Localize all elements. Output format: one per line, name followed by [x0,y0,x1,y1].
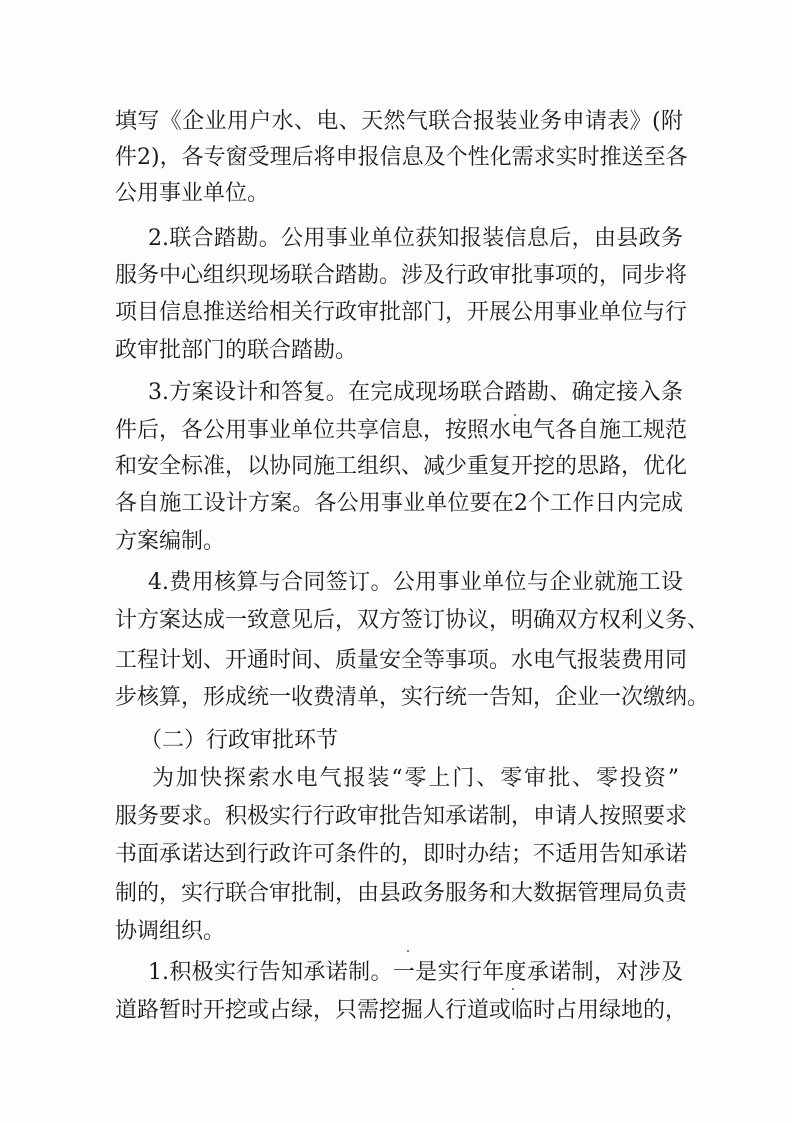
paragraph-heading-line: 1.积极实行告知承诺制。一是实行年度承诺制，对涉及 [148,960,683,985]
scan-speck [407,950,409,952]
text-line: 政审批部门的联合踏勘。 [115,338,358,363]
text-line: 工程计划、开通时间、质量安全等事项。水电气报装费用同 [115,648,688,673]
paragraph-heading-line: 3.方案设计和答复。在完成现场联合踏勘、确定接入条 [148,380,683,405]
text-line: 件后，各公用事业单位共享信息，按照水电气各自施工规范 [115,418,688,443]
text-line: 件2)，各专窗受理后将申报信息及个性化需求实时推送至各 [115,145,688,170]
text-line: 服务中心组织现场联合踏勘。涉及行政审批事项的，同步将 [115,263,688,288]
paragraph-heading-line: 4.费用核算与合同签订。公用事业单位与企业就施工设 [148,570,683,595]
text-line: 为加快探索水电气报装“零上门、零审批、零投资” [152,766,679,791]
text-line: 公用事业单位。 [115,181,270,206]
section-heading: （二）行政审批环节 [140,728,339,753]
text-line: 方案编制。 [115,529,226,554]
text-line: 制的，实行联合审批制，由县政务服务和大数据管理局负责 [115,881,688,906]
text-line: 服务要求。积极实行行政审批告知承诺制，申请人按照要求 [115,804,688,829]
text-line: 道路暂时开挖或占绿，只需挖掘人行道或临时占用绿地的， [115,998,688,1023]
text-line: 项目信息推送给相关行政审批部门，开展公用事业单位与行 [115,300,688,325]
text-line: 各自施工设计方案。各公用事业单位要在2个工作日内完成 [115,491,683,516]
scan-speck [512,988,514,990]
text-line: 协调组织。 [115,919,226,944]
scan-speck [514,414,516,416]
text-line: 书面承诺达到行政许可条件的，即时办结；不适用告知承诺 [115,842,688,867]
text-line: 填写《企业用户水、电、天然气联合报装业务申请表》(附 [115,109,683,134]
text-line: 计方案达成一致意见后，双方签订协议，明确双方权利义务、 [115,608,710,633]
text-line: 步核算，形成统一收费清单，实行统一告知，企业一次缴纳。 [115,685,710,710]
paragraph-heading-line: 2.联合踏勘。公用事业单位获知报装信息后，由县政务 [148,226,683,251]
text-line: 和安全标准，以协同施工组织、减少重复开挖的思路，优化 [115,454,688,479]
